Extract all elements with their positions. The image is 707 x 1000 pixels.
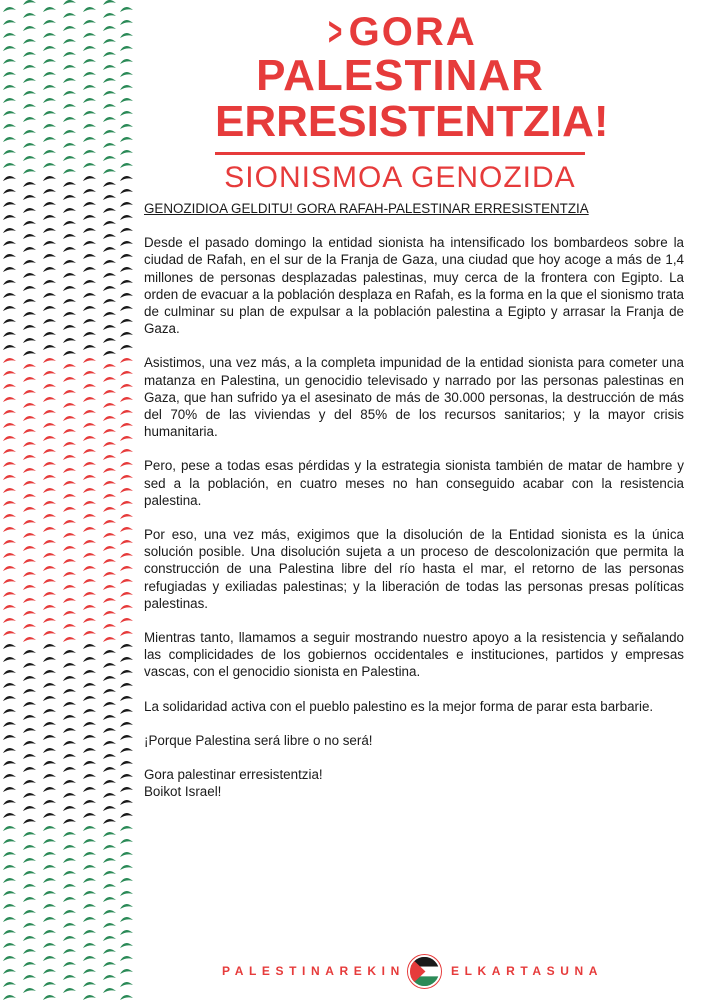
closing-line-2: Boikot Israel! [144,784,222,800]
paragraph-3: Pero, pese a todas esas pérdidas y la estrategia sionista también de matar de hambre y sed a la población, en cuatro meses no han conseguido acabar con la resistencia palestina. [144,458,684,508]
footer-left-text: PALESTINAREKIN [222,964,405,978]
keffiyeh-pattern-icon [0,0,135,1000]
paragraph-6: La solidaridad activa con el pueblo palestino es la mejor forma de parar esta barbarie. [144,698,654,714]
header-subtitle: SIONISMOA GENOZIDA [224,161,576,194]
document-title: GENOZIDIOA GELDITU! GORA RAFAH-PALESTINAR ERRESISTENTZIA [144,201,589,216]
paragraph-7: ¡Porque Palestina será libre o no será! [144,732,373,748]
header-divider [215,152,585,155]
paragraph-1: Desde el pasado domingo la entidad sionista ha intensificado los bombardeos sobre la ciudad de Rafah, en el sur de la Franja de Gaza, una ciudad que hoy acoge a más de 1,4 millones de personas desplazadas palestinas, muy cerca de la frontera con Egipto. La orden de evacuar a la población desplaza en Rafah, es la forma en la que el sionismo trata de culminar su plan de expulsar a la población palestina a Egipto y arrasar la Franja de Gaza. [144,235,684,337]
paragraph-5: Mientras tanto, llamamos a seguir mostrando nuestro apoyo a la resistencia y señalando las complicidades de los gobiernos occidentales e instituciones, partidos y empresas vascas, con el genocidio sionista en Palestina. [144,630,684,680]
footer [0,952,707,992]
closing [144,766,684,800]
palestine-flag-icon [407,954,442,989]
paragraph-2: Asistimos, una vez más, a la completa impunidad de la entidad sionista para cometer una matanza en Palestina, un genocidio televisado y narrado por las personas palestinas en Gaza, que han sufrido ya el asesinato de más de 30.000 personas, la destrucción de más del 70% de las viviendas y del 85% de los recursos sanitarios; y la mayor crisis humanitaria. [144,355,684,440]
closing-line-1: Gora palestinar erresistentzia! [144,767,323,783]
header-logo [215,10,609,195]
header-line-1 [215,12,585,52]
header-line-3: ERRESISTENTZIA! [215,97,609,146]
footer-right-text: ELKARTASUNA [451,964,604,978]
chevron-icon: > [328,10,344,54]
paragraph-4: Por eso, una vez más, exigimos que la disolución de la Entidad sionista es la única solución posible. Una disolución sujeta a un proceso de descolonización que permita la construcción de una Palestina libre del río hasta el mar, el retorno de las personas refugiadas y exiliadas palestinas; y la liberación de todas las personas presas políticas palestinas. [144,527,684,611]
document-body [144,200,684,800]
header-line-2: PALESTINAR [256,51,544,100]
header-line-1-text: GORA [348,10,477,54]
